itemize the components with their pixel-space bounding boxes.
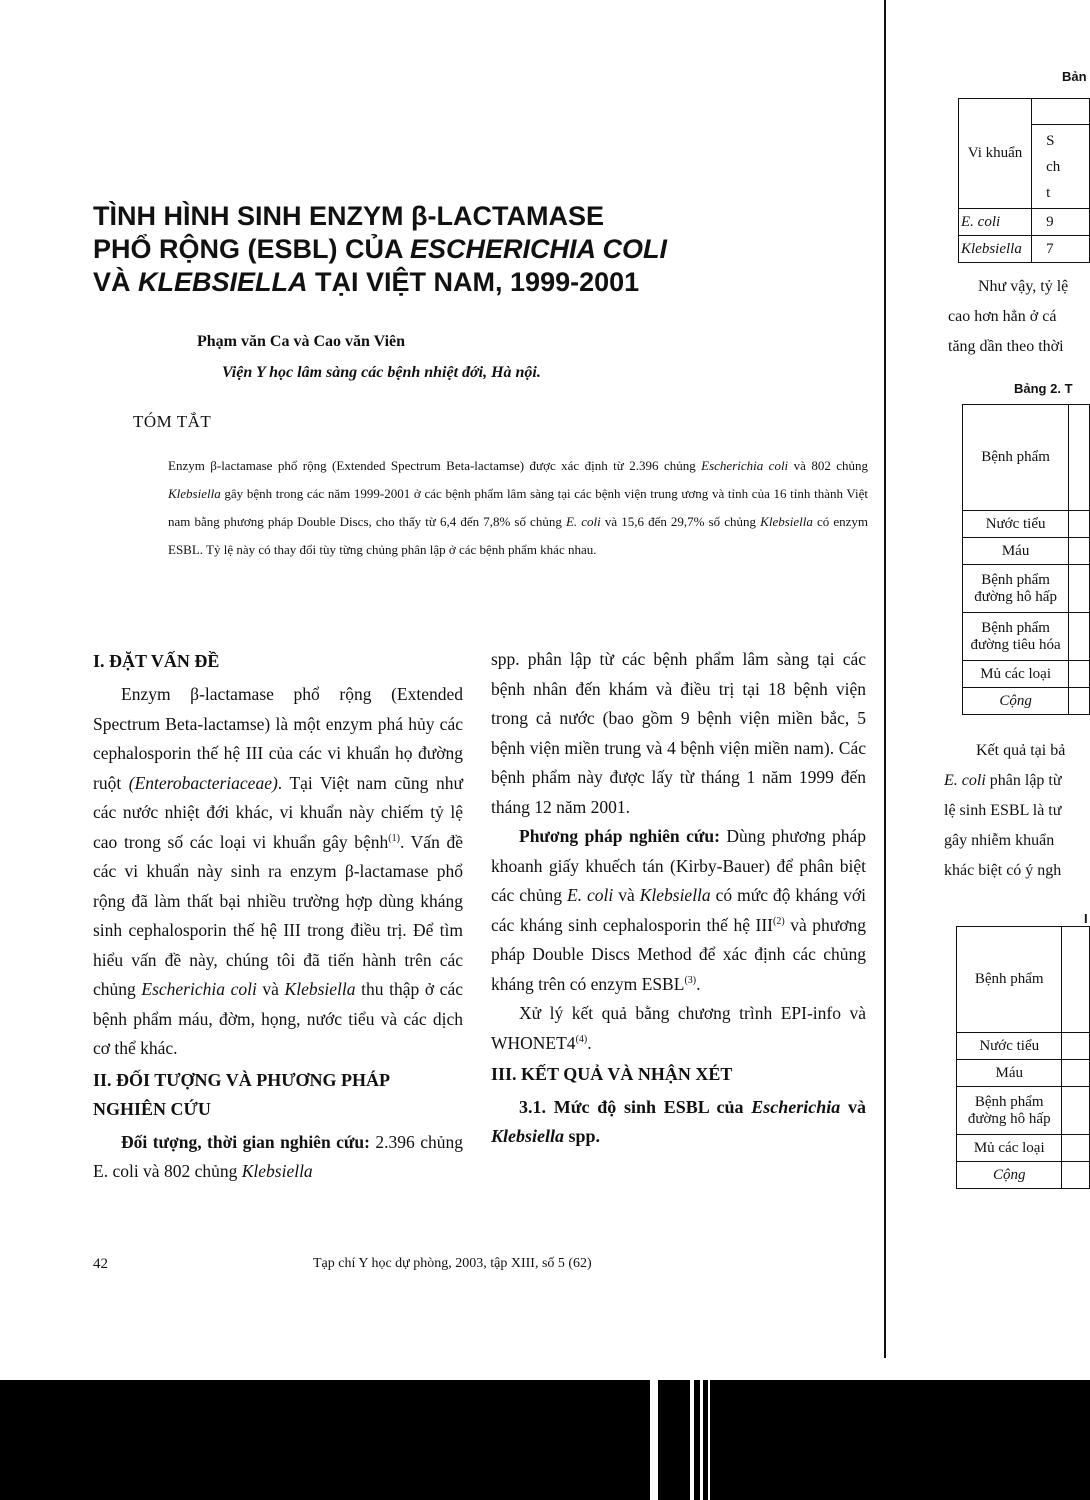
scan-bottom-border	[0, 1380, 1090, 1500]
page-number: 42	[93, 1256, 108, 1272]
section-2-heading: II. ĐỐI TƯỢNG VÀ PHƯƠNG PHÁP NGHIÊN CỨU	[93, 1069, 390, 1119]
table-2-row: Máu	[963, 538, 1069, 565]
table-1-header-cell: S ch t	[1032, 125, 1090, 209]
table-2	[962, 404, 1090, 715]
table-1-row-ecoli: E. coli	[959, 209, 1032, 236]
software-paragraph: Xử lý kết quả bằng chương trình EPI-info và WHONET4$^{(4)}$.	[491, 1003, 866, 1053]
table-3-row: Máu	[957, 1060, 1062, 1087]
table-2-row: Nước tiểu	[963, 511, 1069, 538]
right-text-line-8: khác biệt có ý ngh	[944, 862, 1062, 879]
right-text-line-2: cao hơn hẳn ở cá	[948, 308, 1057, 325]
table-3-row: Bệnh phẩm đường hô hấp	[957, 1087, 1062, 1135]
table-2-row: Mủ các loại	[963, 661, 1069, 688]
title-line-2: PHỔ RỘNG (ESBL) CỦA ESCHERICHIA COLI	[93, 234, 668, 264]
article-title	[93, 200, 693, 299]
table-2-row: Bệnh phẩm đường hô hấp	[963, 565, 1069, 613]
right-text-line-1: Như vậy, tỷ lệ	[978, 278, 1069, 295]
table-2-header: Bệnh phẩm	[963, 405, 1069, 511]
table-3-row: Mủ các loại	[957, 1135, 1062, 1162]
table-1-row-klebsiella: Klebsiella	[959, 236, 1032, 263]
intro-paragraph: Enzym β-lactamase phổ rộng (Extended Spectrum Beta-lactamse) là một enzym phá hủy các cephalosporin thế hệ III của các vi khuẩn họ đường ruột (Enterobacteriaceae). Tại Việt nam cũng như các nước nhiệt đới khác, vi khuẩn này chiếm tỷ lệ cao trong số các loại vi khuẩn gây bệnh$^{(1)}$. Vấn đề các vi khuẩn này sinh ra enzym β-lactamase phổ rộng đã làm thất bại nhiều trường hợp dùng kháng sinh cephalosporin thế hệ III trong điều trị. Để tìm hiểu vấn đề này, chúng tôi đã tiến hành trên các chủng Escherichia coli và Klebsiella thu thập ở các bệnh phẩm máu, đờm, họng, nước tiểu và các dịch cơ thể khác.	[93, 684, 464, 1058]
summary-heading: TÓM TẮT	[133, 412, 212, 431]
right-text-line-5: E. coli phân lập từ	[944, 772, 1062, 789]
table-3-header: Bệnh phẩm	[957, 927, 1062, 1033]
section-3-heading: III. KẾT QUẢ VÀ NHẬN XÉT	[491, 1064, 733, 1084]
section-1-heading: I. ĐẶT VẤN ĐỀ	[93, 651, 220, 671]
right-text-line-6: lệ sinh ESBL là tư	[944, 802, 1062, 819]
column-middle	[491, 645, 866, 1151]
right-text-line-4: Kết quả tại bả	[976, 742, 1066, 759]
table-1-value-ecoli: 9	[1032, 209, 1090, 236]
table-3-caption: I	[1084, 911, 1088, 926]
right-page-fragment	[886, 0, 1090, 1380]
table-3-row: Nước tiểu	[957, 1033, 1062, 1060]
table-3-total-row: Cộng	[957, 1162, 1062, 1189]
column-left	[93, 645, 463, 1187]
table-2-row: Bệnh phẩm đường tiêu hóa	[963, 613, 1069, 661]
right-text-line-3: tăng dần theo thời	[948, 338, 1064, 355]
table-1-header-bacteria: Vi khuẩn	[959, 99, 1032, 209]
title-line-3: VÀ KLEBSIELLA TẠI VIỆT NAM, 1999-2001	[93, 267, 640, 297]
table-1-caption: Bản	[1062, 69, 1087, 84]
subjects-continued: spp. phân lập từ các bệnh phẩm lâm sàng tại các bệnh nhân đến khám và điều trị tại 18 bệnh viện trong cả nước (bao gồm 9 bệnh viện miền bắc, 5 bệnh viện miền trung và 4 bệnh viện miền nam). Các bệnh phẩm này được lấy từ tháng 1 năm 1999 đến tháng 12 năm 2001.	[491, 649, 866, 817]
authors: Phạm văn Ca và Cao văn Viên	[197, 333, 406, 350]
method-paragraph: Phương pháp nghiên cứu: Dùng phương pháp khoanh giấy khuếch tán (Kirby-Bauer) để phân biệt các chủng E. coli và Klebsiella có mức độ kháng với các kháng sinh cephalosporin thế hệ III$^{(2)}$ và phương pháp Double Discs Method để xác định các chủng kháng trên có enzym ESBL$^{(3)}$.	[491, 826, 866, 994]
journal-footer: Tạp chí Y học dự phòng, 2003, tập XIII, số 5 (62)	[313, 1256, 592, 1271]
summary-text: Enzym β-lactamase phổ rộng (Extended Spectrum Beta-lactamse) được xác định từ 2.396 chủng Escherichia coli và 802 chủng Klebsiella gây bệnh trong các năm 1999-2001 ở các bệnh phẩm lâm sàng tại các bệnh viện trung ương và tỉnh của 16 tỉnh thành Việt nam bằng phương pháp Double Discs, cho thấy từ 6,4 đến 7,8% số chủng E. coli và 15,6 đến 29,7% số chủng Klebsiella có enzym ESBL. Tỷ lệ này có thay đổi tùy từng chủng phân lập ở các bệnh phẩm khác nhau.	[168, 458, 869, 557]
table-1-value-klebsiella: 7	[1032, 236, 1090, 263]
title-line-1: TÌNH HÌNH SINH ENZYM β-LACTAMASE	[93, 201, 604, 231]
table-1	[958, 98, 1090, 263]
table-3	[956, 926, 1090, 1189]
affiliation: Viện Y học lâm sàng các bệnh nhiệt đới, Hà nội.	[222, 364, 541, 381]
table-2-caption: Bảng 2. T	[1014, 381, 1073, 396]
table-2-total-row: Cộng	[963, 688, 1069, 715]
right-text-line-7: gây nhiễm khuẩn	[944, 832, 1055, 849]
subsection-3-1-heading: 3.1. Mức độ sinh ESBL của Escherichia và Klebsiella spp.	[491, 1097, 866, 1146]
subjects-paragraph: Đối tượng, thời gian nghiên cứu: 2.396 chủng E. coli và 802 chủng Klebsiella	[93, 1131, 463, 1181]
